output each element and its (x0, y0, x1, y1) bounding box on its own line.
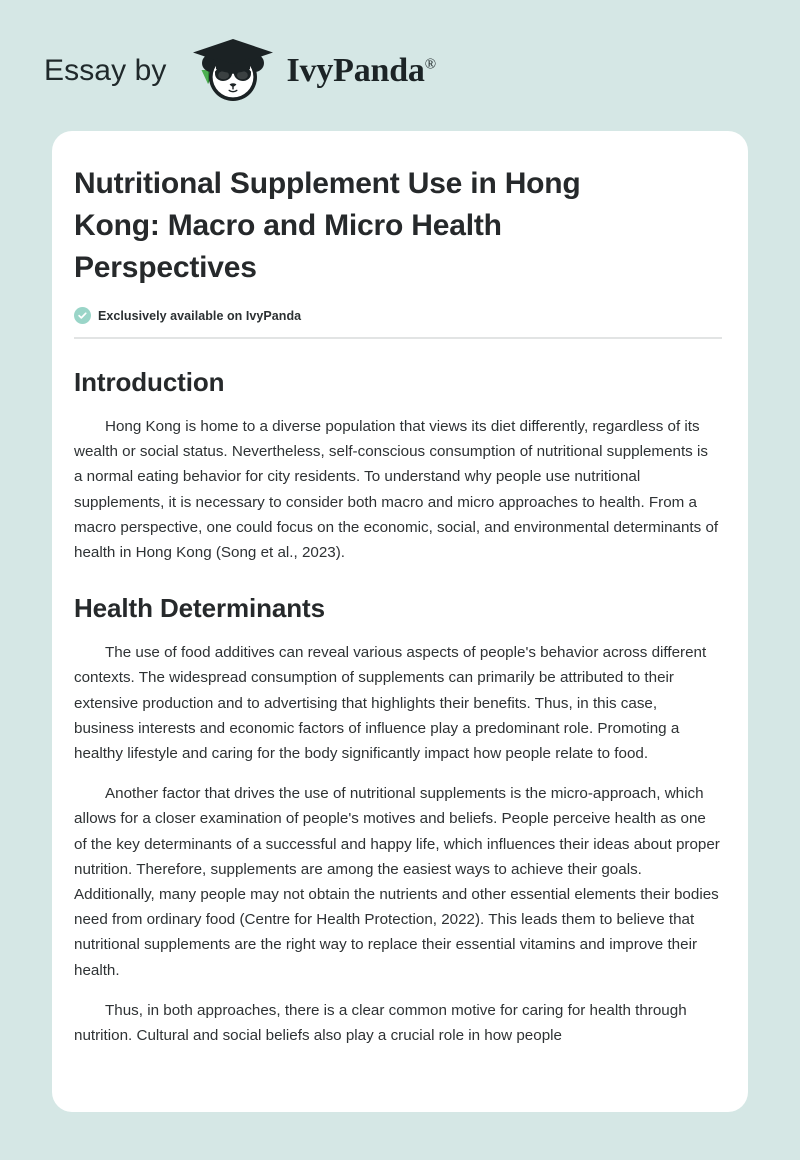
paragraph: Hong Kong is home to a diverse population that views its diet differently, regardless of its wealth or social status. Nevertheless, self-conscious consumption of nutritional supplements is a normal eating behavior for city residents. To understand why people use nutritional supplements, it is necessary to consider both macro and micro approaches to health. From a macro perspective, one could focus on the economic, social, and environmental determinants of health in Hong Kong (Song et al., 2023). (74, 418, 719, 562)
essay-by-label: Essay by (44, 54, 167, 87)
paragraph: Another factor that drives the use of nutritional supplements is the micro-approach, which allows for a closer examination of people's motives and beliefs. People perceive health as one of the key determinants of a successful and happy life, which influences their ideas about proper nutrition. Therefore, supplements are among the easiest ways to achieve their goals. Additionally, many people may not obtain the nutrients and other essential elements their bodies need from ordinary food (Centre for Health Protection, 2022). This leads them to believe that nutritional supplements are the right way to replace their essential vitamins and improve their health. (74, 785, 720, 979)
site-brand-header (44, 36, 436, 106)
paragraph: Thus, in both approaches, there is a clear common motive for caring for health through nutrition. Cultural and social beliefs also play a crucial role in how people (74, 1001, 687, 1045)
registered-trademark-icon: ® (424, 56, 436, 73)
section-heading-introduction: Introduction (74, 367, 225, 397)
exclusivity-badge-label: Exclusively available on IvyPanda (98, 308, 302, 323)
ivypanda-panda-graduate-logo-icon (185, 37, 281, 105)
page-title: Nutritional Supplement Use in Hong Kong: Macro and Micro Health Perspectives (74, 167, 581, 284)
check-circle-icon (74, 307, 91, 324)
exclusivity-badge (74, 307, 722, 324)
ivypanda-wordmark (287, 54, 436, 88)
header-divider (74, 337, 722, 339)
paragraph: The use of food additives can reveal various aspects of people's behavior across different contexts. The widespread consumption of supplements can primarily be attributed to their extensive production and to advertising that highlights their benefits. Thus, in this case, business interests and economic factors of influence play a predominant role. Promoting a healthy lifestyle and caring for the body significantly impact how people relate to food. (74, 644, 707, 763)
ivypanda-logo-link[interactable] (185, 37, 436, 105)
essay-card (52, 131, 748, 1112)
section-heading-health-determinants: Health Determinants (74, 593, 325, 624)
essay-card-content (52, 131, 748, 1048)
brand-name-text: IvyPanda (286, 52, 425, 89)
